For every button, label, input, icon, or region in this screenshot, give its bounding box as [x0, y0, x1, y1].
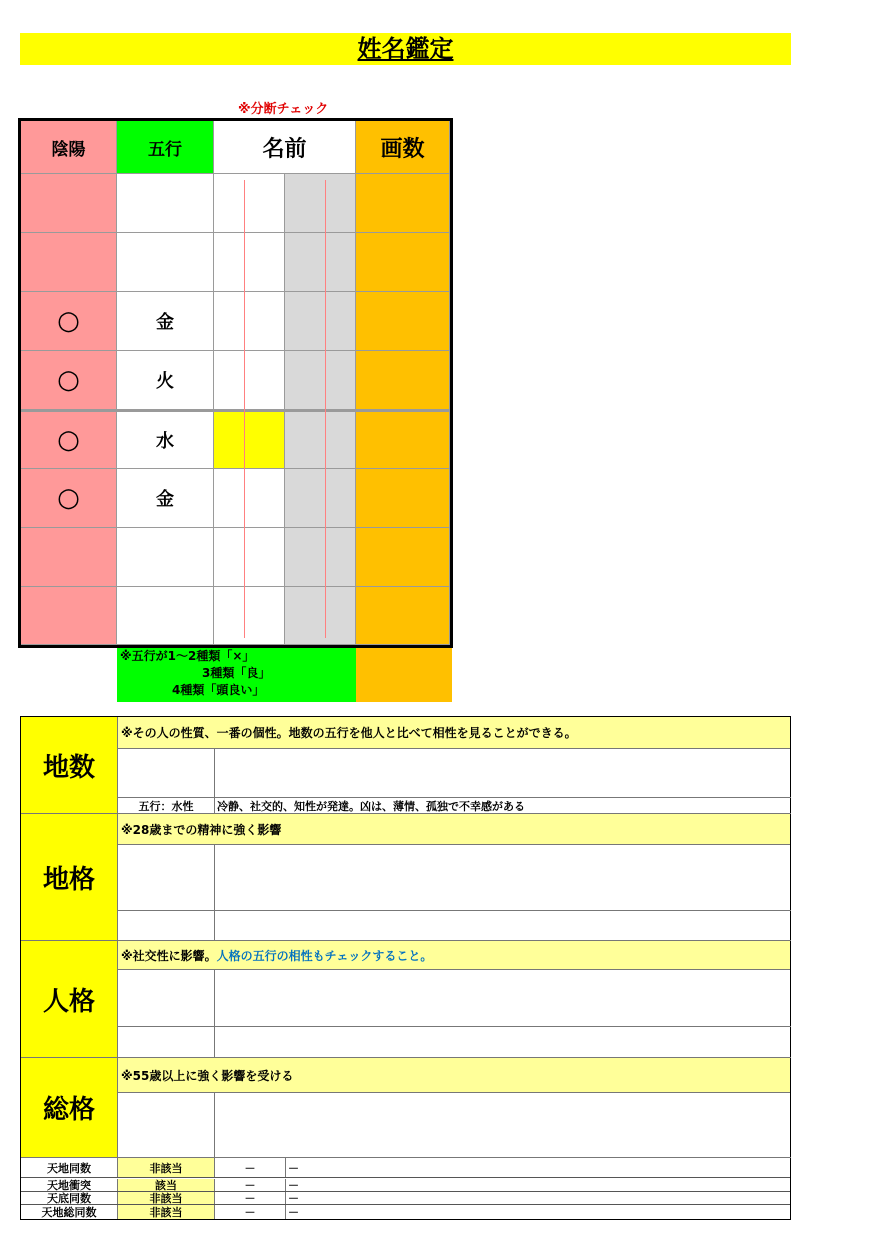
- bottom-row: [21, 1192, 790, 1205]
- bunsetsu-check-note: ※分断チェック: [238, 102, 329, 117]
- gogyo-note: [117, 648, 356, 702]
- gogyo-cell: 金: [117, 292, 214, 351]
- gogyo-note-line1: ※五行が1～2種類「×」: [120, 649, 255, 663]
- header-kakusu: 画数: [356, 121, 450, 174]
- name-char-cell-highlight[interactable]: [214, 410, 285, 469]
- chisu-note: ※その人の性質、一番の個性。地数の五行を他人と比べて相性を見ることができる。: [118, 717, 790, 749]
- name-char-cell[interactable]: [214, 587, 285, 645]
- kakusu-cell[interactable]: [356, 233, 450, 292]
- bottom-row-status: 非該当: [118, 1205, 215, 1219]
- bottom-row-name: 天地衝突: [21, 1179, 118, 1191]
- name-char-cell-gray[interactable]: [285, 351, 356, 410]
- name-char-cell[interactable]: [214, 174, 285, 233]
- page-title: 姓名鑑定: [357, 35, 454, 63]
- sokaku-note: ※55歳以上に強く影響を受ける: [118, 1058, 790, 1093]
- bottom-row-c4: －: [288, 1206, 299, 1219]
- gogyo-cell: [117, 233, 214, 292]
- sokaku-value-cell[interactable]: [118, 1093, 215, 1158]
- kakusu-cell[interactable]: [356, 292, 450, 351]
- bottom-row-c4: －: [288, 1179, 299, 1192]
- bottom-row-c3: －: [215, 1158, 286, 1177]
- inyo-cell: [21, 174, 117, 233]
- name-char-cell[interactable]: [214, 351, 285, 410]
- gogyo-cell: 金: [117, 469, 214, 528]
- inyo-cell: [21, 587, 117, 645]
- gogyo-cell: [117, 174, 214, 233]
- jinkaku-desc-cell[interactable]: [215, 970, 791, 1027]
- name-char-cell[interactable]: [214, 469, 285, 528]
- name-char-cell-gray[interactable]: [285, 469, 356, 528]
- chikaku-label: 地格: [21, 814, 118, 941]
- chikaku-sub-desc-cell[interactable]: [215, 911, 791, 941]
- header-gogyo: 五行: [117, 121, 214, 174]
- inyo-cell: ○: [21, 351, 117, 410]
- bottom-row-c4: －: [288, 1192, 299, 1205]
- chikaku-note: ※28歳までの精神に強く影響: [118, 814, 790, 845]
- name-char-cell-gray[interactable]: [285, 233, 356, 292]
- jinkaku-note: [118, 941, 790, 970]
- name-char-cell-gray[interactable]: [285, 587, 356, 645]
- chikaku-value-cell[interactable]: [118, 845, 215, 911]
- name-char-cell-gray[interactable]: [285, 410, 356, 469]
- bottom-row-c3: －: [215, 1179, 286, 1191]
- kakusu-cell[interactable]: [356, 587, 450, 645]
- chisu-value-cell[interactable]: [118, 749, 215, 798]
- bottom-row-name: 天地総同数: [21, 1205, 118, 1219]
- inyo-cell: [21, 528, 117, 587]
- evaluation-section: [20, 716, 791, 1220]
- bottom-row-status: 非該当: [118, 1158, 215, 1177]
- bottom-row-status: 該当: [118, 1179, 215, 1191]
- kakusu-cell[interactable]: [356, 528, 450, 587]
- header-name: 名前: [214, 121, 356, 174]
- chisu-label: 地数: [21, 717, 118, 814]
- bottom-row: [21, 1205, 790, 1219]
- jinkaku-note-black: ※社交性に影響。: [121, 948, 217, 963]
- chikaku-sub-cell[interactable]: [118, 911, 215, 941]
- sokaku-desc-cell[interactable]: [215, 1093, 791, 1158]
- inyo-cell: [21, 233, 117, 292]
- name-char-cell-gray[interactable]: [285, 528, 356, 587]
- chisu-gogyo: 五行：水性: [118, 798, 215, 814]
- kakusu-cell[interactable]: [356, 410, 450, 469]
- inyo-cell: ○: [21, 469, 117, 528]
- kakusu-total-cell[interactable]: [356, 648, 452, 702]
- inyo-cell: ○: [21, 292, 117, 351]
- gogyo-note-line2: 3種類「良」: [202, 666, 271, 680]
- gogyo-note-line3: 4種類「頭良い」: [172, 683, 265, 697]
- gogyo-cell: 水: [117, 410, 214, 469]
- kakusu-cell[interactable]: [356, 351, 450, 410]
- bottom-row-c3: －: [215, 1205, 286, 1219]
- jinkaku-note-blue: 人格の五行の相性もチェックすること。: [216, 948, 433, 963]
- page-title-bar: [20, 33, 791, 65]
- split-line: [325, 180, 326, 638]
- header-inyo: 陰陽: [21, 121, 117, 174]
- sokaku-label: 総格: [21, 1058, 118, 1158]
- jinkaku-value-cell[interactable]: [118, 970, 215, 1027]
- jinkaku-sub-cell[interactable]: [118, 1027, 215, 1058]
- bottom-row-name: 天底同数: [21, 1192, 118, 1204]
- bottom-row-c4: －: [288, 1161, 299, 1175]
- gogyo-cell: [117, 587, 214, 645]
- name-char-cell[interactable]: [214, 233, 285, 292]
- chikaku-desc-cell[interactable]: [215, 845, 791, 911]
- bottom-row: [21, 1158, 790, 1178]
- gogyo-cell: [117, 528, 214, 587]
- bottom-row-c3: －: [215, 1192, 286, 1204]
- bottom-row-name: 天地同数: [21, 1158, 118, 1177]
- gogyo-cell: 火: [117, 351, 214, 410]
- bottom-row: [21, 1179, 790, 1192]
- name-char-cell-gray[interactable]: [285, 174, 356, 233]
- jinkaku-label: 人格: [21, 941, 118, 1058]
- kakusu-cell[interactable]: [356, 469, 450, 528]
- chisu-desc-cell[interactable]: [215, 749, 791, 798]
- kakusu-cell[interactable]: [356, 174, 450, 233]
- name-char-cell[interactable]: [214, 292, 285, 351]
- name-char-cell[interactable]: [214, 528, 285, 587]
- jinkaku-sub-desc-cell[interactable]: [215, 1027, 791, 1058]
- name-char-cell-gray[interactable]: [285, 292, 356, 351]
- split-line: [244, 180, 245, 638]
- inyo-cell: ○: [21, 410, 117, 469]
- bottom-row-status: 非該当: [118, 1192, 215, 1204]
- chisu-gogyo-desc: 冷静、社交的、知性が発達。凶は、薄情、孤独で不幸感がある: [215, 798, 791, 814]
